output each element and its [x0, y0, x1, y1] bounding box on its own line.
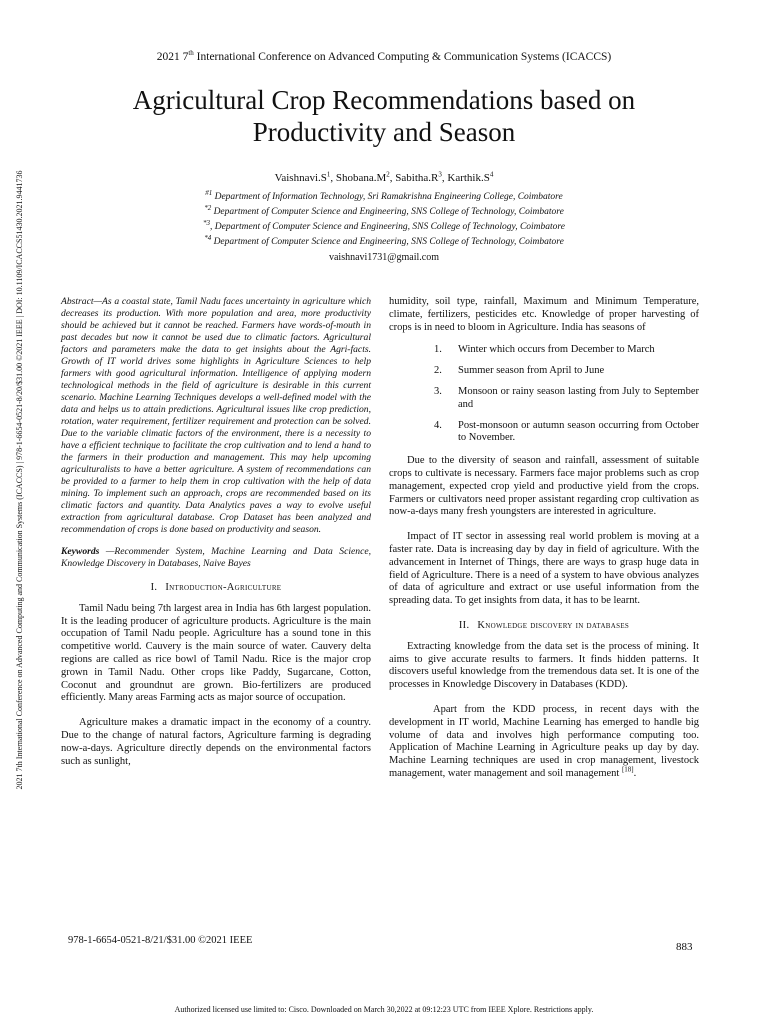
isbn-footer: 978-1-6654-0521-8/21/$31.00 ©2021 IEEE — [68, 935, 253, 946]
license-notice: Authorized licensed use limited to: Cisco. Downloaded on March 30,2022 at 09:12:23 UTC from IEEE Xplore. Restrictions apply. — [174, 1005, 594, 1014]
section-1-title: Introduction-Agriculture — [165, 582, 282, 593]
list-item-text: Post-monsoon or autumn season occurring from October to November. — [458, 419, 699, 444]
page-number: 883 — [676, 941, 693, 953]
section-2-paragraph-1: Extracting knowledge from the data set is the process of mining. It aims to give accurate results to farmers. It finds hidden patterns. It discovers useful knowledge from the tremendous data set. It is one of the processes in Knowledge Discovery in Databases (KDD). — [389, 640, 699, 691]
conference-name: International Conference on Advanced Computing & Communication Systems (ICACCS) — [193, 51, 612, 63]
affiliation-3-text: , Department of Computer Science and Engineering, SNS College of Technology, Coimbatore — [210, 222, 565, 232]
list-item-number: 2. — [434, 365, 442, 377]
affiliation-2-sup: *2 — [204, 203, 212, 212]
list-item-text: Summer season from April to June — [458, 365, 605, 377]
affiliation-3-sup: *3 — [203, 218, 210, 227]
left-column — [61, 296, 371, 768]
list-item-number: 4. — [434, 419, 442, 431]
conference-ordinal: th — [188, 49, 194, 58]
paper-title — [40, 84, 728, 148]
right-column — [389, 296, 699, 781]
author-1: Vaishnavi.S — [274, 172, 327, 184]
section-2-number: II. — [458, 619, 470, 631]
section-2-heading — [389, 620, 699, 633]
it-sector-paragraph: Impact of IT sector in assessing real world problem is moving at a faster rate. Data is increasing day by day in field of agriculture. With the advancement in Internet of Things, there are ways to grasp huge data in field of Agriculture. There is a need of a system to have obvious analyzes of data of agriculture and extract or use useful information from the spreading data. To get insights from data, it has to be learnt. — [389, 531, 699, 607]
affiliation-2 — [120, 205, 648, 220]
author-2-sup: 2 — [386, 170, 390, 179]
author-4-sup: 4 — [489, 170, 494, 179]
conference-year: 2021 7 — [156, 51, 189, 63]
list-item — [389, 344, 699, 357]
affiliation-4-sup: *4 — [204, 233, 212, 242]
list-item-number: 1. — [434, 344, 442, 356]
affiliation-3 — [120, 220, 648, 235]
abstract-text: As a coastal state, Tamil Nadu faces uncertainty in agriculture which decreases its production. With more population and area, more productivity should be achieved but it cannot be reached. Farmers have words-of-mouth in past decades but now it cannot be used due to climatic factors. Agricultural factors and parameters make the data to get insights about the Agri-facts. Growth of IT world drives some highlights in Agriculture Sciences to help farmers with good agricultural information. Intelligence of applying modern technological methods in the field of agriculture is desirable in this current scenario. Machine Learning Techniques develops a well-defined model with the data and helps us to attain predictions. Agricultural issues like crop prediction, rotation, water requirement, fertilizer requirement and protection can be solved. Due to the variable climatic factors of the environment, there is a necessity to have a efficient technique to facilitate the crop cultivation and to lend a hand to the farmers in their production and management. This may help upcoming agriculturalists to have a better agriculture. A system of recommendations can be provided to a farmer to help them in crop cultivation with the help of data mining. To implement such an approach, crops are recommended based on its climatic factors and quantity. Data Analytics paves a way to evolve useful extraction from agricultural database. Crop Dataset has been analyzed and recommendation of crops is done based on productivity and season. — [61, 296, 371, 535]
list-item — [389, 420, 699, 446]
affiliation-1-sup: #1 — [205, 188, 213, 197]
author-list — [60, 172, 708, 184]
section-1-number: I. — [150, 582, 158, 593]
author-4: , Karthik.S — [441, 172, 490, 184]
section-2-paragraph-2-text: Apart from the KDD process, in recent days with the development in IT world, Machine Learning has emerged to handle big volume of data and involves high performance computing too. Application of Machine Learning in Agriculture peaks up day by day. Machine Learning techniques are used in crop management, livestock management, water management and soil management — [389, 703, 699, 779]
intro-continued-paragraph: humidity, soil type, rainfall, Maximum and Minimum Temperature, climate, fertilizers, pesticides etc. Knowledge of proper harvesting of crops is in need to bloom in Agriculture. India has seasons of — [389, 296, 699, 333]
list-item-text: Winter which occurs from December to March — [458, 344, 655, 356]
citation-ref[interactable]: [18] — [621, 765, 634, 774]
section-2-paragraph-2 — [389, 704, 699, 781]
author-3-sup: 3 — [438, 170, 442, 179]
section-1-paragraph-2: Agriculture makes a dramatic impact in the economy of a country. Due to the change of natural factors, Agriculture farming is degrading now-a-days. Agriculture directly depends on the environmental factors such as sunlight, — [61, 717, 371, 767]
keywords-label: Keywords — [61, 546, 100, 557]
affiliation-4 — [120, 235, 648, 250]
conference-header — [60, 51, 708, 63]
section-1-paragraph-1: Tamil Nadu being 7th largest area in India has 6th largest population. It is the leading producer of agriculture products. Agriculture is the main occupation of Tamil Nadu people. Agriculture has a sound tone in this competitive world. Cauvery is the main source of water. Cauvery delta regions are called as rice bowl of Tamil Nadu. Rice is the major crop grown in Tamil Nadu. Other crops like Paddy, Sugarcane, Cotton, Coconut and groundnut are grown. Bio-fertilizers are produced efficiently. Many areas Farming acts as major source of occupation. — [61, 602, 371, 704]
abstract — [61, 296, 371, 536]
affiliation-1 — [120, 190, 648, 205]
section-1-heading — [61, 582, 371, 595]
affiliation-2-text: Department of Computer Science and Engineering, SNS College of Technology, Coimbatore — [211, 207, 564, 217]
keywords — [61, 546, 371, 570]
keywords-text: —Recommender System, Machine Learning and Data Science, Knowledge Discovery in Databases, Naive Bayes — [61, 546, 371, 569]
title-line-2: Productivity and Season — [252, 117, 516, 147]
list-item — [389, 386, 699, 412]
diversity-paragraph: Due to the diversity of season and rainfall, assessment of suitable crops to cultivate is necessary. Farmers face major problems such as crop management, expected crop yield and productive yield from the crops. Farmers or cultivators need proper assistant regarding crop cultivation as now-a-days many fresh youngsters are interested in agriculture. — [389, 455, 699, 518]
affiliation-list — [120, 190, 648, 250]
list-item-number: 3. — [434, 385, 442, 397]
section-2-paragraph-2-end: . — [633, 767, 637, 779]
side-doi-strip: 2021 7th International Conference on Advanced Computing and Communication Systems (ICACCS) | 978-1-6654-0521-8/20/$31.00 ©2021 IEEE | DOI: 10.1109/ICACCS51430.2021.9441736 — [15, 170, 24, 790]
affiliation-4-text: Department of Computer Science and Engineering, SNS College of Technology, Coimbatore — [211, 237, 564, 247]
author-email[interactable]: vaishnavi1731@gmail.com — [328, 252, 440, 263]
section-2-title: Knowledge discovery in databases — [477, 619, 630, 631]
abstract-label: Abstract— — [61, 296, 103, 307]
author-1-sup: 1 — [326, 170, 331, 179]
season-list — [389, 344, 699, 445]
author-3: , Sabitha.R — [389, 172, 439, 184]
list-item-text: Monsoon or rainy season lasting from July to September and — [458, 385, 699, 410]
author-2: , Shobana.M — [330, 172, 387, 184]
affiliation-1-text: Department of Information Technology, Sri Ramakrishna Engineering College, Coimbatore — [212, 192, 563, 202]
list-item — [389, 365, 699, 378]
title-line-1: Agricultural Crop Recommendations based on — [132, 85, 636, 115]
